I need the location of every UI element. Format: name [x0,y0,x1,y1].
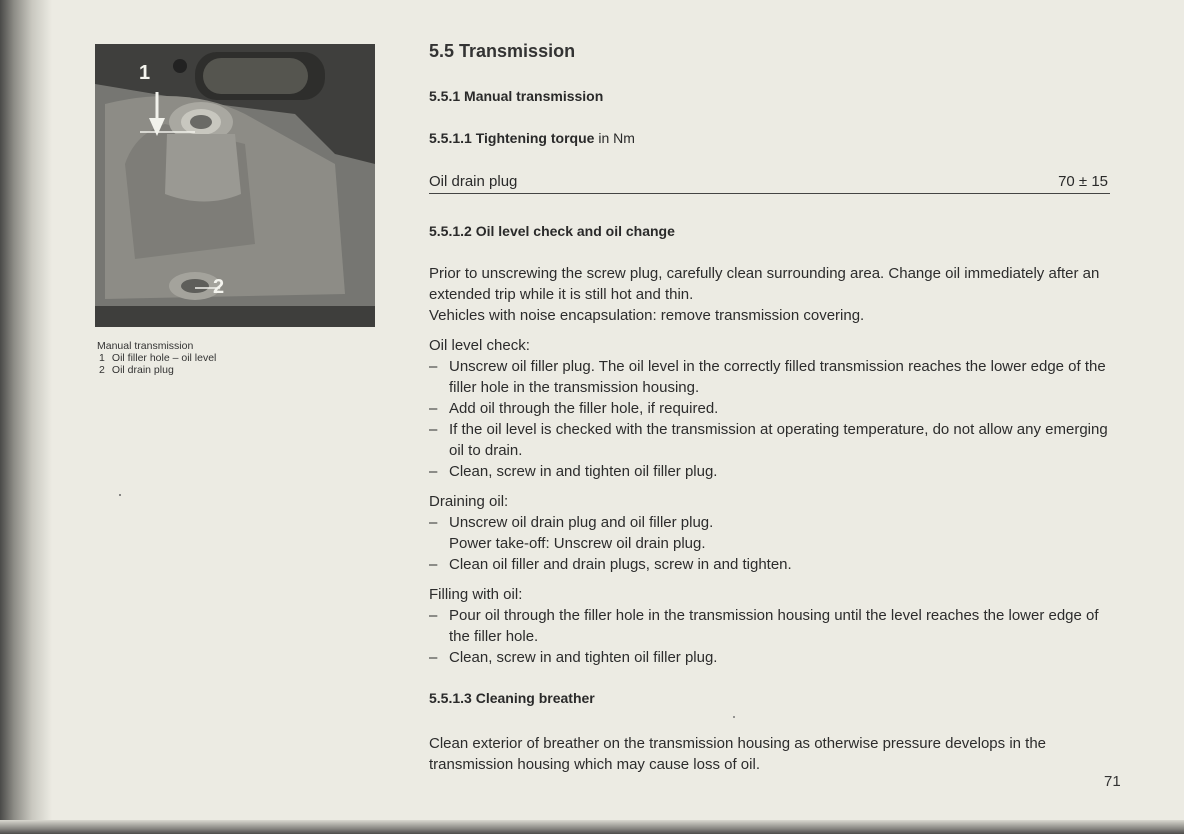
draining-oil-block [429,491,1112,575]
caption-item-text: Oil filler hole – oil level [111,352,217,364]
transmission-photo-drawing [95,44,375,327]
transmission-photo [95,44,375,327]
list-item: – Unscrew oil filler plug. The oil level in the correctly filled transmission reaches the lower edge of the filler hole in the transmission housing. [429,358,1106,396]
caption-item-text: Oil drain plug [111,364,174,376]
list-item: – If the oil level is checked with the transmission at operating temperature, do not allow any emerging oil to drain. [429,421,1108,459]
filling-oil-block [429,584,1112,668]
oil-intro [429,263,1112,326]
figure-caption [97,340,216,376]
cleaning-breather-text: Clean exterior of breather on the transmission housing as otherwise pressure develops in the transmission housing which may cause loss of oil. [429,735,1047,773]
torque-heading-unit: in Nm [594,130,635,146]
page-number: 71 [1104,773,1121,790]
caption-item-number: 1 [99,352,105,364]
list-item: – Clean, screw in and tighten oil filler plug. [429,649,718,666]
oil-level-check-title: Oil level check: [429,337,530,354]
torque-heading [429,130,635,146]
paper-speck [119,494,121,496]
torque-table-row [429,172,1110,194]
list-item: – Pour oil through the filler hole in the transmission housing until the level reaches the lower edge of the filler hole. [429,607,1099,645]
torque-heading-bold: 5.5.1.1 Tightening torque [429,130,595,146]
oil-intro-line: Vehicles with noise encapsulation: remove transmission covering. [429,307,865,324]
section-title: 5.5 Transmission [429,41,576,61]
subsection-title: 5.5.1 Manual transmission [429,88,604,104]
oil-change-heading: 5.5.1.2 Oil level check and oil change [429,223,675,239]
filling-oil-title: Filling with oil: [429,586,523,603]
page-bottom-edge [0,820,1184,834]
cleaning-breather-heading: 5.5.1.3 Cleaning breather [429,690,595,706]
list-item: – Unscrew oil drain plug and oil filler plug. Power take-off: Unscrew oil drain plug. [429,512,1112,554]
draining-oil-title: Draining oil: [429,493,509,510]
list-item: – Clean, screw in and tighten oil filler plug. [429,463,718,480]
paper-speck [733,716,735,718]
caption-item [97,364,216,376]
list-item: – Clean oil filler and drain plugs, screw in and tighten. [429,556,792,573]
torque-label: Oil drain plug [429,173,518,190]
torque-value: 70 ± 15 [1058,173,1108,190]
list-item: – Add oil through the filler hole, if required. [429,400,719,417]
list-item-note: Power take-off: Unscrew oil drain plug. [449,535,706,552]
caption-title: Manual transmission [97,340,194,352]
oil-level-check-block [429,335,1112,482]
book-spine-shadow [0,0,52,834]
callout-1: 1 [139,62,151,84]
caption-item [97,352,216,364]
callout-2: 2 [213,276,225,298]
caption-item-number: 2 [99,364,105,376]
oil-intro-line: Prior to unscrewing the screw plug, carefully clean surrounding area. Change oil immediately after an extended trip while it is still hot and thin. [429,265,1100,303]
